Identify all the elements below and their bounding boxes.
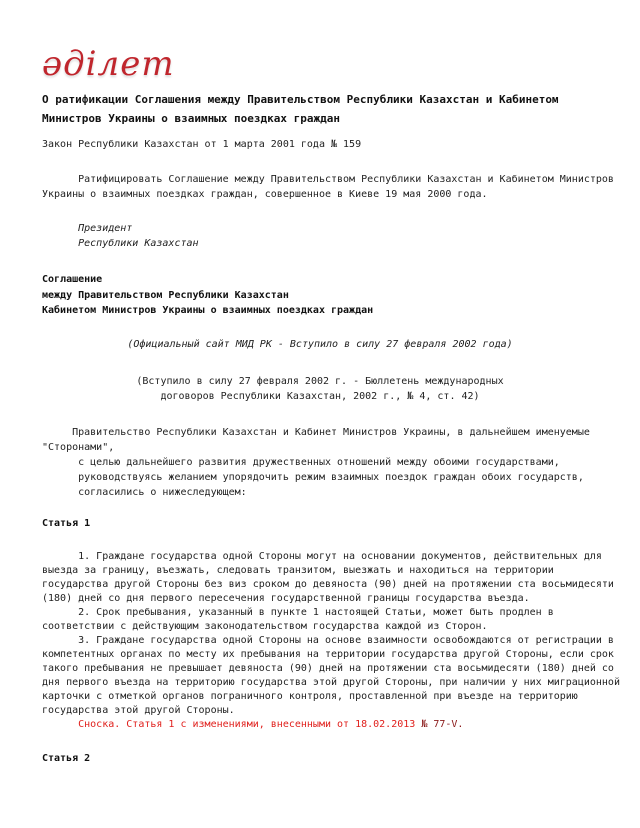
text-line: руководствуясь желанием упорядочить режим взаимных поездок граждан обоих государств, [42,472,584,483]
text-line: соответствии с действующим законодательством государства каждой из Сторон. [42,621,488,632]
text-line: 2. Срок пребывания, указанный в пункте 1 настоящей Статьи, может быть продлен в [42,607,554,618]
logo-text: әділет [42,44,175,84]
title-line: Министров Украины о взаимных поездках граждан [42,112,341,125]
article-2-heading: Статья 2 [42,753,91,764]
text-line: 3. Граждане государства одной Стороны на основе взаимности освобождаются от регистрации в [42,635,614,646]
signature-line: Республики Казахстан [42,238,199,249]
text-line: такого пребывания не превышает девяноста (90) дней на протяжении ста восьмидесяти (180) дней со [42,663,614,674]
text-line: Украины о взаимных поездках граждан, совершенное в Киеве 19 мая 2000 года. [42,189,488,200]
text-line: Ратифицировать Соглашение между Правительством Республики Казахстан и Кабинетом Министров [42,174,614,185]
law-reference: Закон Республики Казахстан от 1 марта 2001 года № 159 [42,139,362,150]
text-line: государства другой Стороны без виз сроком до девяноста (90) дней на протяжении ста восьмидесяти [42,579,614,590]
text-line: выезда за границу, въезжать, следовать транзитом, выезжать и находиться на территории [42,565,554,576]
footnote-text: Сноска. Статья 1 с изменениями, внесенными от 18.02.2013 [42,719,416,730]
title-line: О ратификации Соглашения между Правительством Республики Казахстан и Кабинетом [42,93,559,106]
text-line: согласились о нижеследующем: [42,487,247,498]
footnote [42,718,620,732]
bulletin-note [42,374,598,404]
text-line: Правительство Республики Казахстан и Кабинет Министров Украины, в дальнейшем именуемые [42,427,590,438]
text-line: договоров Республики Казахстан, 2002 г., № 4, ст. 42) [160,391,480,402]
official-note: (Официальный сайт МИД РК - Вступило в силу 27 февраля 2002 года) [127,339,513,350]
text-line: 1. Граждане государства одной Стороны могут на основании документов, действительных для [42,551,602,562]
text-line: государства этой другой Стороны. [42,705,235,716]
text-line: компетентных органах по месту их пребывания на территории государства другой Стороны, если срок [42,649,614,660]
signature [42,221,199,251]
text-line: "Сторонами", [42,442,115,453]
text-line: карточки с отметкой органов пограничного контроля, проставленной при въезде на территорию [42,691,578,702]
agreement-title [42,272,373,319]
ratify-paragraph [42,172,614,202]
footnote-law-link[interactable]: № 77-V. [421,719,464,730]
signature-line: Президент [42,223,133,234]
text-line: с целью дальнейшего развития дружественных отношений между обоими государствами, [42,457,560,468]
text-line: (180) дней со дня первого пересечения государственной границы государства въезда. [42,593,530,604]
heading-line: Соглашение [42,274,103,285]
preamble [42,425,590,500]
article-1-body [42,550,620,732]
heading-line: между Правительством Республики Казахстан [42,289,289,301]
text-line: дня первого въезда на территорию государства этой другой Стороны, при наличии у них миграционной [42,677,620,688]
heading-line: Кабинетом Министров Украины о взаимных поездках граждан [42,305,374,316]
article-1-heading: Статья 1 [42,518,91,529]
text-line: (Вступило в силу 27 февраля 2002 г. - Бюллетень международных [136,376,504,387]
adilet-logo[interactable] [42,44,175,84]
page-title [42,90,559,128]
